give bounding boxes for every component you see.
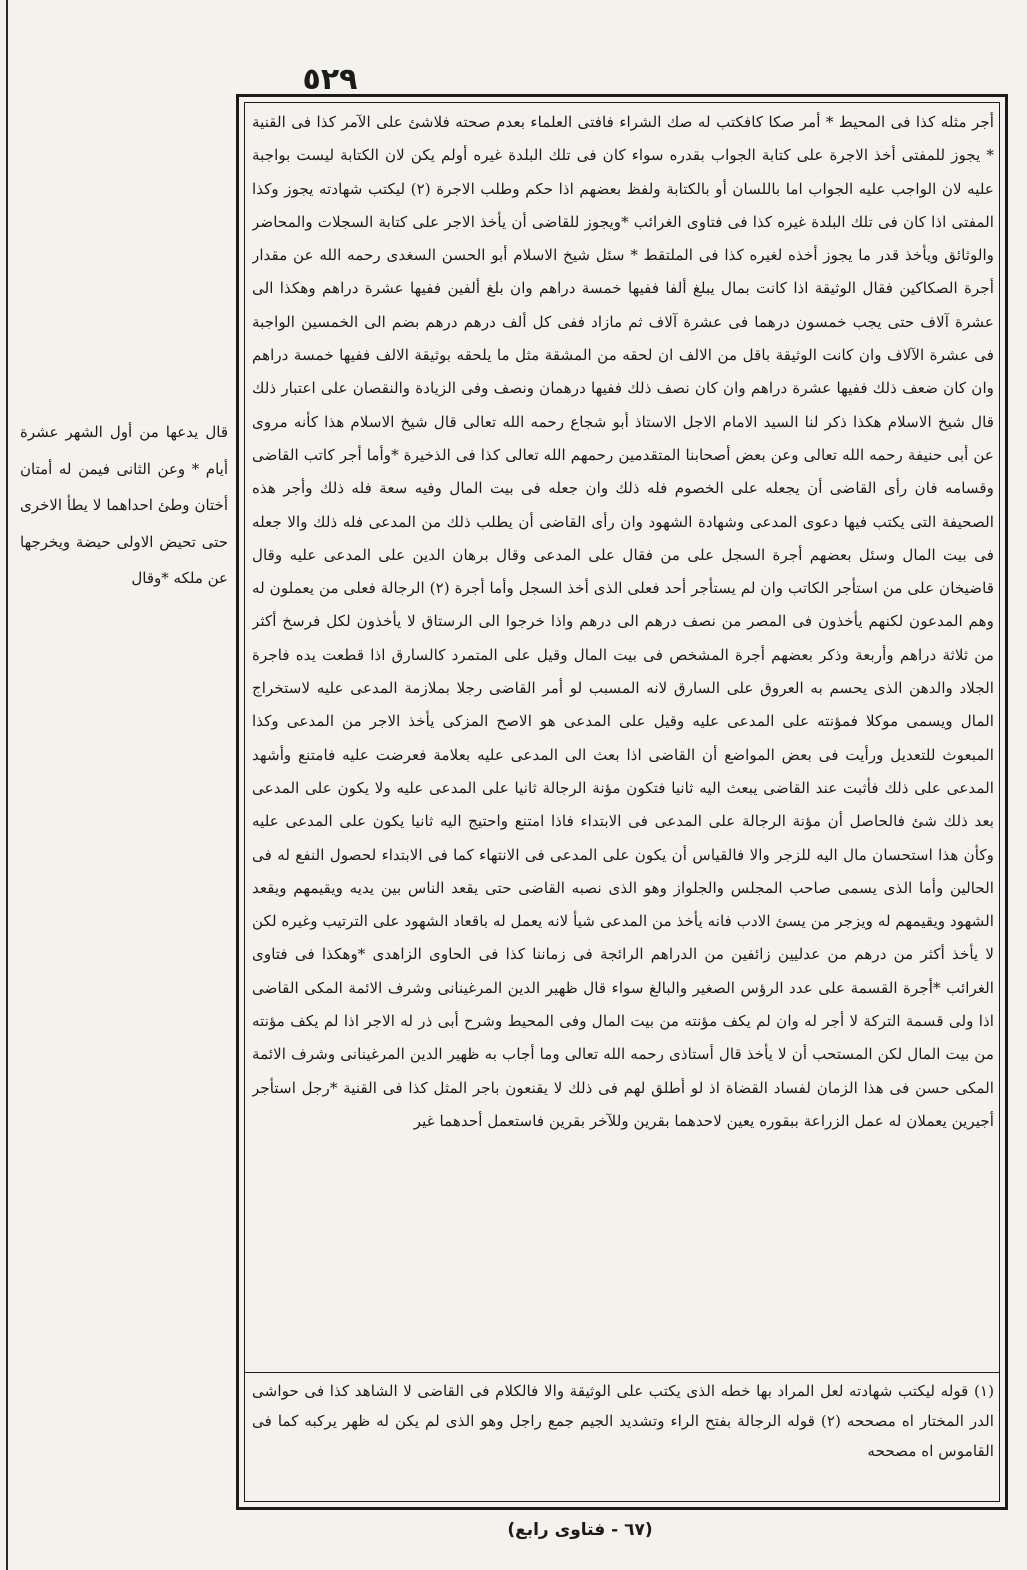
binding-edge-line [6, 0, 8, 1570]
page-number: ٥٢٩ [302, 62, 358, 97]
footnote-divider [244, 1372, 1000, 1373]
margin-note: قال يدعها من أول الشهر عشرة أيام * وعن الثانى فيمن له أمتان أختان وطئ احداهما لا يطأ الاخرى حتى تحيض الاولى حيضة ويخرجها عن ملكه *وقال [20, 423, 228, 587]
main-text-body: أجر مثله كذا فى المحيط * أمر صكا كافكتب له صك الشراء فافتى العلماء بعدم صحته فلاشئ على الآمر كذا فى القنية * يجوز للمفتى أخذ الاجرة على كتابة الجواب بقدره سواء كان فى تلك البلدة غيره أولم يكن لان الكتابة ليست بواجبة عليه لان الواجب عليه الجواب اما باللسان أو بالكتابة ولفظ بعضهم اذا حكم وطلب الاجرة (٢) ليكتب شهادته يجوز وكذا المفتى اذا كان فى تلك البلدة غيره كذا فى فتاوى الغرائب *ويجوز للقاضى أن يأخذ الاجر على كتابة السجلات والمحاضر والوثائق ويأخذ قدر ما يجوز أخذه لغيره كذا فى الملتقط * سئل شيخ الاسلام أبو الحسن السغدى رحمه الله عن مقدار أجرة الصكاكين فقال الوثيقة اذا كانت بمال يبلغ ألفا ففيها خمسة دراهم وان بلغ ألفين ففيها عشرة دراهم وهكذا الى عشرة آلاف حتى يجب خمسون درهما فى عشرة آلاف ثم مازاد ففى كل ألف درهم درهم بضم الى الخمسين الواجبة فى عشرة الآلاف وان كانت الوثيقة باقل من الالف ان لحقه من المشقة مثل ما يلحقه بوثيقة الالف ففيها خمسة دراهم وان كان ضعف ذلك ففيها عشرة دراهم وان كان نصف ذلك ففيها درهمان ونصف وفى الزيادة والنقصان على اعتبار ذلك قال شيخ الاسلام هكذا ذكر لنا السيد الامام الاجل الاستاذ أبو شجاع رحمه الله تعالى قال شيخ الاسلام هذا كأنه مروى عن أبى حنيفة رحمه الله تعالى وعن بعض أصحابنا المتقدمين رحمهم الله تعالى كذا فى الذخيرة *وأما أجر كاتب القاضى وقسامه فان رأى القاضى أن يجعله على الخصوم فله ذلك وان جعله فى بيت المال وفيه سعة فله ذلك وأجر هذه الصحيفة التى يكتب فيها دعوى المدعى وشهادة الشهود وان رأى القاضى أن يطلب ذلك من المدعى فله ذلك والا جعله فى بيت المال وسئل بعضهم أجرة السجل على من فقال على المدعى وقال برهان الدين على المدعى عليه وقال قاضيخان على من استأجر الكاتب وان لم يستأجر أحد فعلى الذى أخذ السجل وأما أجرة (٢) الرجالة فعلى من يعملون له وهم المدعون لكنهم يأخذون فى المصر من نصف درهم الى درهم واذا خرجوا الى الرستاق لا يأخذون لكل فرسخ أكثر من ثلاثة دراهم وأربعة وذكر بعضهم أجرة المشخص فى بيت المال وقيل على المتمرد كالسارق اذا قطعت يده فاجرة الجلاد والدهن الذى يحسم به العروق على السارق لانه المسبب لو أمر القاضى رجلا بملازمة المدعى عليه لاستخراج المال ويسمى موكلا فمؤنته على المدعى عليه وقيل على المدعى هو الاصح المزكى يأخذ الاجر من المدعى وكذا المبعوث للتعديل ورأيت فى بعض المواضع أن القاضى اذا بعث الى المدعى عليه بعلامة فعرضت عليه فامتنع وأشهد المدعى على ذلك فأثبت عند القاضى يبعث اليه ثانيا فتكون مؤنة الرجالة ثانيا على المدعى عليه ولا يكون على المدعى بعد ذلك شئ فالحاصل أن مؤنة الرجالة على المدعى فى الابتداء فاذا امتنع واحتيج اليه ثانيا يكون على المدعى عليه وكأن هذا استحسان مال اليه للزجر والا فالقياس أن يكون على المدعى فى الانتهاء كما فى الابتداء لحصول النفع له فى الحالين وأما الذى يسمى صاحب المجلس والجلواز وهو الذى نصبه القاضى حتى يقعد الناس بين يديه ويقيمهم ويقعد الشهود ويقيمهم له ويزجر من يسئ الادب فانه يأخذ من المدعى شيأ لانه يعمل له باقعاد الشهود على الترتيب وغيره لكن لا يأخذ أكثر من درهم من عدليين زائفين من الدراهم الرائجة فى زماننا كذا فى الحاوى الزاهدى *وهكذا فى فتاوى الغرائب *أجرة القسمة على عدد الرؤس الصغير والبالغ سواء قال ظهير الدين المرغينانى وشرف الائمة المكى القاضى اذا ولى قسمة التركة لا أجر له وان لم يكف مؤنته من بيت المال وفى المحيط وشرح أبى ذر له الاجر اذا لم يكف مؤنته من بيت المال لكن المستحب أن لا يأخذ قال أستاذى رحمه الله تعالى وما أجاب به ظهير الدين المرغينانى وشرف الائمة المكى حسن فى هذا الزمان لفساد القضاة اذ لو أطلق لهم فى ذلك لا يقنعون باجر المثل كذا فى القنية *رجل استأجر أجيرين يعملان له عمل الزراعة ببقوره يعين لاحدهما بقرين وللآخر بقرين فاستعمل أحدهما غير [252, 113, 994, 1130]
signature-line: (٦٧ - فتاوى رابع) [507, 1520, 653, 1540]
footnotes: (١) قوله ليكتب شهادته لعل المراد بها خطه الذى يكتب على الوثيقة والا فالكلام فى القاضى لا الشاهد كذا فى حواشى الدر المختار اه مصححه (٢) قوله الرجالة بفتح الراء وتشديد الجيم جمع راجل وهو الذى لم يكن له ظهر يركبه كما فى القاموس اه مصححه [252, 1382, 994, 1460]
